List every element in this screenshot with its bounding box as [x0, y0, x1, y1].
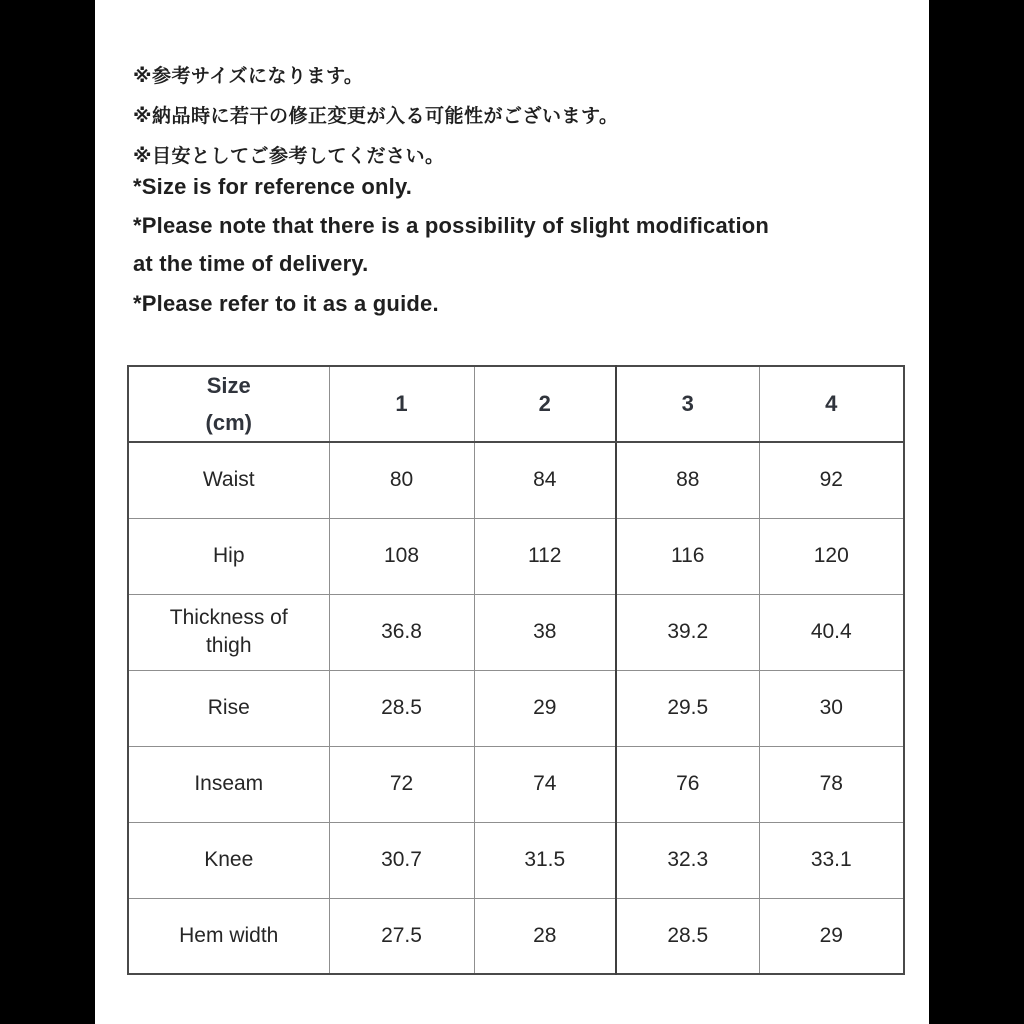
- table-row-waist: [128, 442, 904, 518]
- cell-hem-1: 27.5: [329, 898, 474, 974]
- cell-knee-2: 31.5: [474, 822, 616, 898]
- cell-hem-2: 28: [474, 898, 616, 974]
- header-size-2: 2: [474, 366, 616, 442]
- cell-inseam-1: 72: [329, 746, 474, 822]
- letterbox-left-bar: [0, 0, 95, 1024]
- cell-hip-4: 120: [759, 518, 904, 594]
- row-label-waist: Waist: [128, 442, 329, 518]
- note-ja-reference-size: ※参考サイズになります。: [133, 66, 364, 87]
- cell-rise-4: 30: [759, 670, 904, 746]
- note-en-reference-size: *Size is for reference only.: [133, 174, 413, 199]
- table-header-row: [128, 366, 904, 442]
- note-ja-modification: ※納品時に若干の修正変更が入る可能性がございます。: [133, 106, 619, 127]
- cell-hem-3: 28.5: [616, 898, 759, 974]
- row-label-knee: Knee: [128, 822, 329, 898]
- cell-waist-1: 80: [329, 442, 474, 518]
- row-label-rise: Rise: [128, 670, 329, 746]
- cell-hip-1: 108: [329, 518, 474, 594]
- table-row-inseam: [128, 746, 904, 822]
- cell-rise-2: 29: [474, 670, 616, 746]
- cell-knee-1: 30.7: [329, 822, 474, 898]
- cell-hip-2: 112: [474, 518, 616, 594]
- table-row-hip: [128, 518, 904, 594]
- note-en-guide: *Please refer to it as a guide.: [133, 291, 439, 316]
- table-row-knee: [128, 822, 904, 898]
- header-size-label: Size: [206, 373, 251, 398]
- note-en-modification-1: *Please note that there is a possibility of slight modification: [133, 213, 770, 238]
- letterbox-right-bar: [929, 0, 1024, 1024]
- header-cm-label: (cm): [205, 410, 252, 435]
- row-label-hem: Hem width: [128, 898, 329, 974]
- cell-thigh-2: 38: [474, 594, 616, 670]
- cell-rise-1: 28.5: [329, 670, 474, 746]
- cell-thigh-4: 40.4: [759, 594, 904, 670]
- note-en-modification-2: at the time of delivery.: [133, 251, 369, 276]
- cell-thigh-3: 39.2: [616, 594, 759, 670]
- header-size-1: 1: [329, 366, 474, 442]
- cell-thigh-1: 36.8: [329, 594, 474, 670]
- note-ja-guide: ※目安としてご参考してください。: [133, 146, 445, 167]
- table-row-thigh: [128, 594, 904, 670]
- header-size-cm-cell: [128, 366, 329, 442]
- header-size-3: 3: [616, 366, 759, 442]
- cell-hem-4: 29: [759, 898, 904, 974]
- cell-knee-4: 33.1: [759, 822, 904, 898]
- cell-waist-4: 92: [759, 442, 904, 518]
- cell-waist-2: 84: [474, 442, 616, 518]
- table-row-rise: [128, 670, 904, 746]
- cell-inseam-4: 78: [759, 746, 904, 822]
- cell-rise-3: 29.5: [616, 670, 759, 746]
- row-label-inseam: Inseam: [128, 746, 329, 822]
- cell-waist-3: 88: [616, 442, 759, 518]
- cell-knee-3: 32.3: [616, 822, 759, 898]
- row-label-hip: Hip: [128, 518, 329, 594]
- size-chart-table: [127, 365, 905, 975]
- cell-inseam-3: 76: [616, 746, 759, 822]
- header-size-4: 4: [759, 366, 904, 442]
- row-label-thigh: Thickness of thigh: [128, 594, 329, 670]
- table-row-hem: [128, 898, 904, 974]
- cell-hip-3: 116: [616, 518, 759, 594]
- cell-inseam-2: 74: [474, 746, 616, 822]
